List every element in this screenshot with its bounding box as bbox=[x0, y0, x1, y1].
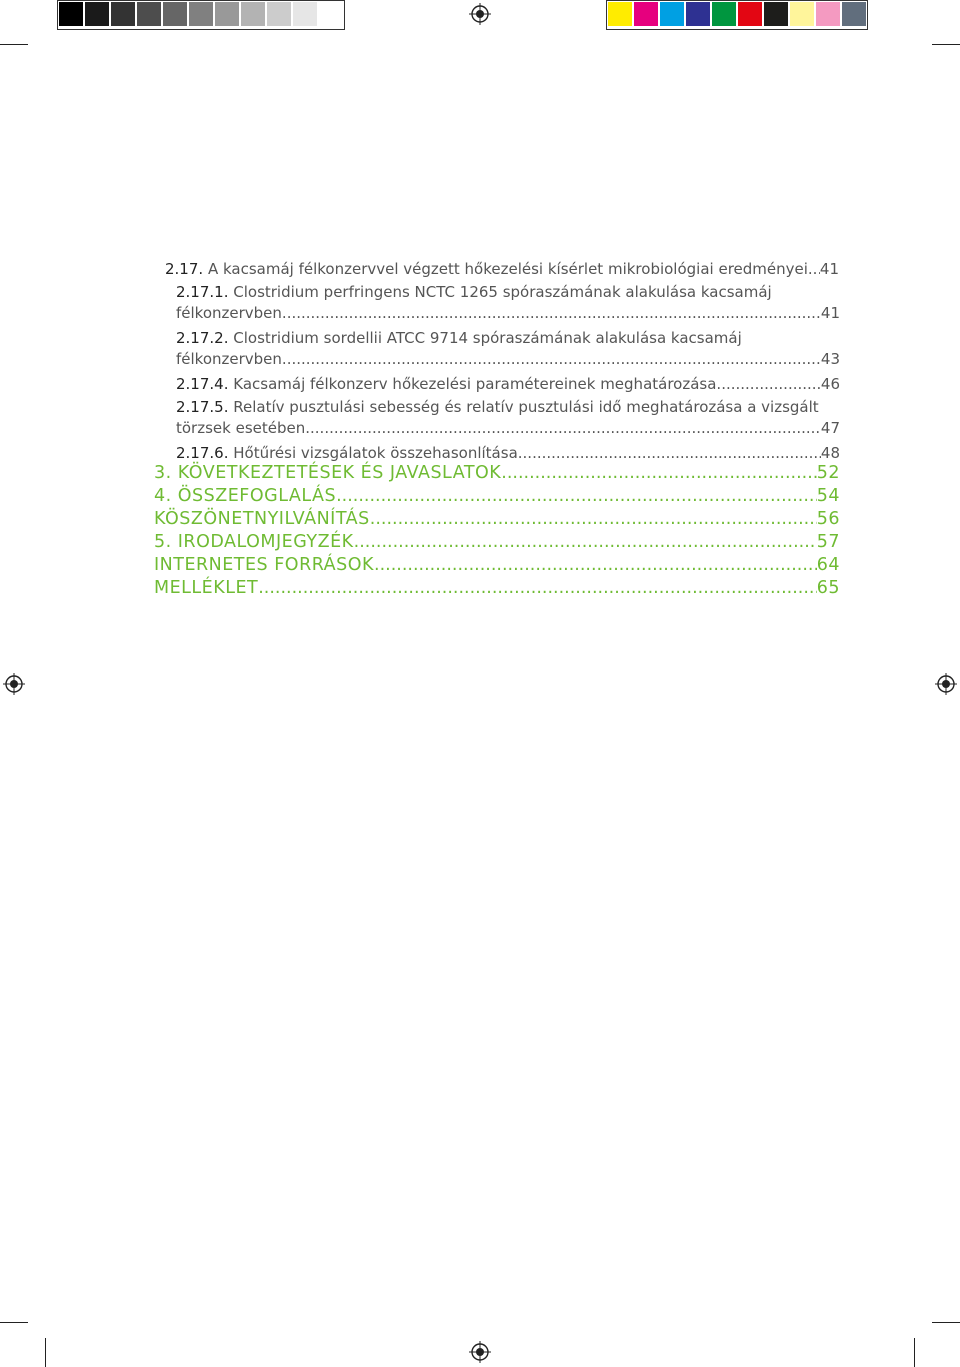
toc-entry-2-17-5[interactable]: 2.17.5. Relatív pusztulási sebesség és relatív pusztulási idő meghatározása a vizsgált bbox=[176, 398, 819, 416]
leader-dots bbox=[305, 419, 821, 437]
color-swatch bbox=[660, 2, 684, 26]
color-swatch bbox=[712, 2, 736, 26]
toc-chapter-4[interactable]: 4. ÖSSZEFOGLALÁS ..... 54 bbox=[154, 486, 840, 506]
color-swatch bbox=[59, 2, 83, 26]
toc-entry-2-17-6[interactable]: 2.17.6. Hőtűrési vizsgálatok összehasonlítása ..... 48 bbox=[176, 444, 840, 462]
leader-dots bbox=[258, 578, 817, 598]
color-swatch bbox=[215, 2, 239, 26]
toc-entry-2-17-2-cont[interactable]: félkonzervben ..... 43 bbox=[176, 350, 840, 368]
registration-mark-icon bbox=[469, 3, 491, 25]
color-swatch bbox=[842, 2, 866, 26]
toc-entry-2-17-5-cont[interactable]: törzsek esetében ..... 47 bbox=[176, 419, 840, 437]
toc-entry-2-17-2[interactable]: 2.17.2. Clostridium sordellii ATCC 9714 spóraszámának alakulása kacsamáj bbox=[176, 329, 742, 347]
toc-entry-2-17[interactable]: 2.17. A kacsamáj félkonzervvel végzett hőkezelési kísérlet mikrobiológiai eredményei ..... 41 bbox=[165, 260, 840, 278]
leader-dots bbox=[518, 444, 821, 462]
color-swatch bbox=[686, 2, 710, 26]
registration-mark-icon bbox=[3, 673, 25, 695]
leader-dots bbox=[282, 304, 821, 322]
toc-chapter-5[interactable]: 5. IRODALOMJEGYZÉK ..... 57 bbox=[154, 532, 840, 552]
toc-chapter-3[interactable]: 3. KÖVETKEZTETÉSEK ÉS JAVASLATOK ..... 52 bbox=[154, 463, 840, 483]
color-swatch bbox=[634, 2, 658, 26]
registration-mark-icon bbox=[469, 1341, 491, 1363]
toc-entry-2-17-1[interactable]: 2.17.1. Clostridium perfringens NCTC 1265 spóraszámának alakulása kacsamáj bbox=[176, 283, 772, 301]
color-swatch bbox=[608, 2, 632, 26]
crop-mark bbox=[0, 1322, 28, 1323]
toc-entry-2-17-4[interactable]: 2.17.4. Kacsamáj félkonzerv hőkezelési paramétereinek meghatározása ..... 46 bbox=[176, 375, 840, 393]
color-swatch bbox=[319, 2, 343, 26]
color-swatch bbox=[137, 2, 161, 26]
color-swatch bbox=[111, 2, 135, 26]
crop-mark bbox=[0, 44, 28, 45]
color-swatch bbox=[85, 2, 109, 26]
grayscale-color-bar bbox=[57, 0, 345, 30]
leader-dots bbox=[354, 532, 817, 552]
color-swatch bbox=[293, 2, 317, 26]
crop-mark bbox=[45, 1338, 46, 1367]
color-swatch bbox=[816, 2, 840, 26]
leader-dots bbox=[501, 463, 816, 483]
crop-mark bbox=[914, 1338, 915, 1367]
toc-entry-2-17-1-cont[interactable]: félkonzervben ..... 41 bbox=[176, 304, 840, 322]
leader-dots bbox=[370, 509, 817, 529]
leader-dots bbox=[808, 260, 820, 278]
color-swatch bbox=[738, 2, 762, 26]
leader-dots bbox=[716, 375, 820, 393]
color-swatch bbox=[241, 2, 265, 26]
color-swatch bbox=[764, 2, 788, 26]
registration-mark-icon bbox=[935, 673, 957, 695]
leader-dots bbox=[336, 486, 817, 506]
color-swatch bbox=[267, 2, 291, 26]
crop-mark bbox=[932, 44, 960, 45]
process-color-bar bbox=[606, 0, 868, 30]
leader-dots bbox=[374, 555, 817, 575]
toc-appendix[interactable]: MELLÉKLET ..... 65 bbox=[154, 578, 840, 598]
color-swatch bbox=[790, 2, 814, 26]
color-swatch bbox=[163, 2, 187, 26]
toc-internet-sources[interactable]: INTERNETES FORRÁSOK ..... 64 bbox=[154, 555, 840, 575]
color-swatch bbox=[189, 2, 213, 26]
leader-dots bbox=[282, 350, 821, 368]
toc-acknowledgements[interactable]: KÖSZÖNETNYILVÁNÍTÁS ..... 56 bbox=[154, 509, 840, 529]
crop-mark bbox=[932, 1322, 960, 1323]
